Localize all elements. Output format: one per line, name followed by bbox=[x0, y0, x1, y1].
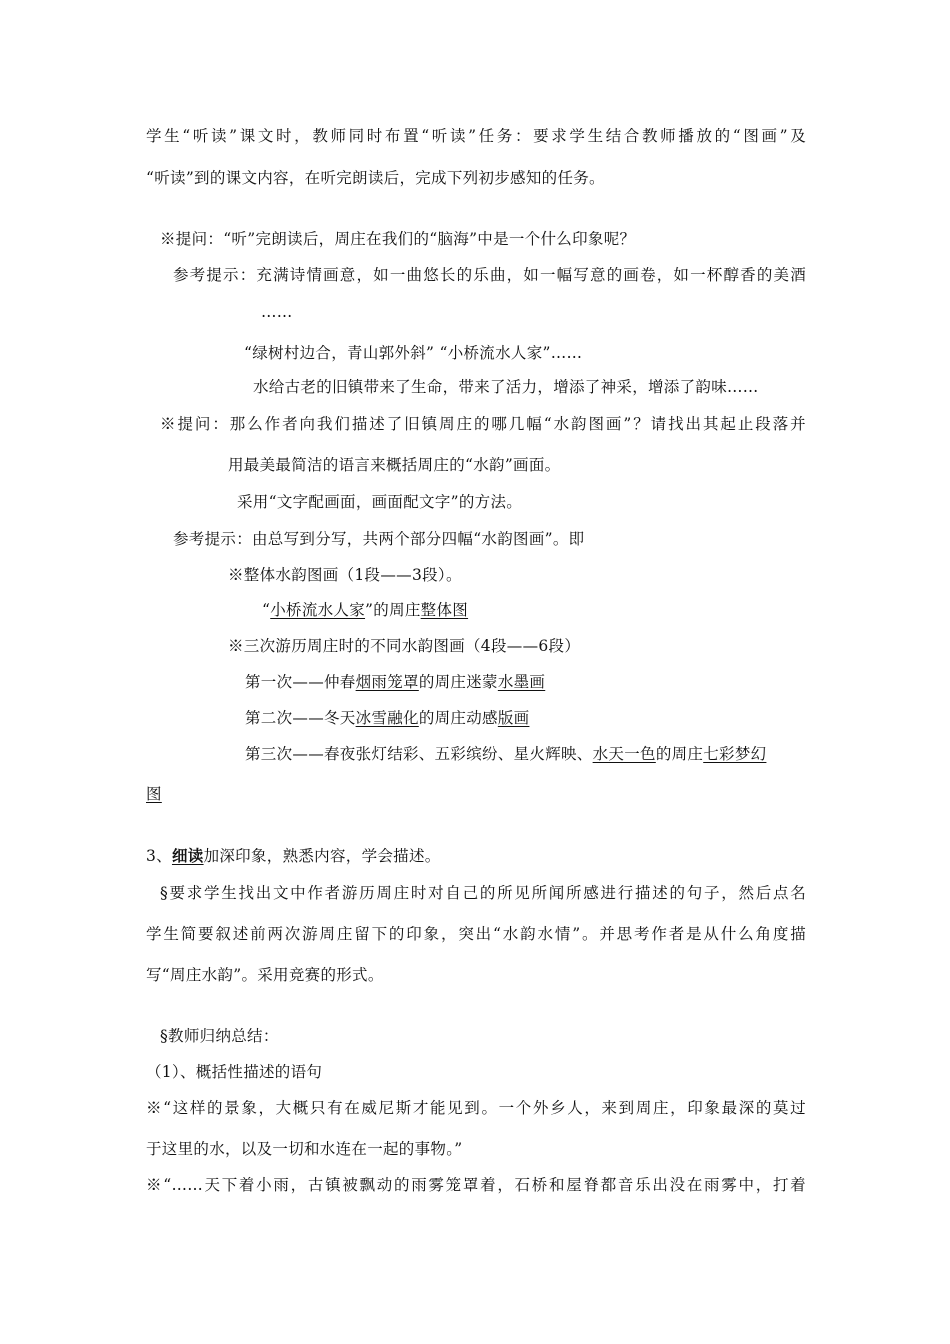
second-visit: 第二次——冬天冰雪融化的周庄动感版画 bbox=[245, 709, 530, 727]
teacher-summary: §教师归纳总结： bbox=[160, 1027, 279, 1045]
quote-2-line-1: ※“……天下着小雨，古镇被飘动的雨雾笼罩着，石桥和屋脊都音乐出没在雨雾中，打着 bbox=[146, 1176, 806, 1194]
hint-2: 参考提示：由总写到分写，共两个部分四幅“水韵图画”。即 bbox=[173, 530, 585, 548]
method-text: 采用“文字配画面，画面配文字”的方法。 bbox=[237, 493, 523, 511]
quote-1-line-2: 于这里的水，以及一切和水连在一起的事物。” bbox=[146, 1140, 463, 1158]
section-3-para-line-3: 写“周庄水韵”。采用竞赛的形式。 bbox=[146, 966, 384, 984]
section-3-para-line-2: 学生简要叙述前两次游周庄留下的印象，突出“水韵水情”。并思考作者是从什么角度描 bbox=[146, 925, 806, 943]
poem-quote: “绿树村边合，青山郭外斜” “小桥流水人家”…… bbox=[244, 344, 583, 362]
question-2-line-2: 用最美最简洁的语言来概括周庄的“水韵”画面。 bbox=[228, 456, 561, 474]
overall-picture: ※整体水韵图画（1段——3段）。 bbox=[228, 566, 462, 584]
section-3-para-line-1: §要求学生找出文中作者游历周庄时对自己的所见所闻所感进行描述的句子，然后点名 bbox=[160, 884, 806, 902]
question-1: ※提问：“听”完朗读后，周庄在我们的“脑海”中是一个什么印象呢？ bbox=[160, 230, 636, 248]
water-sentence: 水给古老的旧镇带来了生命，带来了活力，增添了神采，增添了韵味…… bbox=[253, 378, 759, 396]
three-visits-picture: ※三次游历周庄时的不同水韵图画（4段——6段） bbox=[228, 637, 581, 655]
third-visit: 第三次——春夜张灯结彩、五彩缤纷、星火辉映、水天一色的周庄七彩梦幻 bbox=[245, 745, 767, 763]
subheading-1: （1）、概括性描述的语句 bbox=[146, 1063, 323, 1081]
hint-1: 参考提示：充满诗情画意，如一曲悠长的乐曲，如一幅写意的画卷，如一杯醇香的美酒 bbox=[173, 266, 806, 284]
section-3-heading: 3、细读加深印象，熟悉内容，学会描述。 bbox=[146, 846, 441, 865]
first-visit: 第一次——仲春烟雨笼罩的周庄迷蒙水墨画 bbox=[245, 673, 546, 691]
hint-1-ellipsis: …… bbox=[261, 303, 293, 321]
overall-picture-detail: “小桥流水人家”的周庄整体图 bbox=[262, 601, 469, 619]
question-2-line-1: ※提问：那么作者向我们描述了旧镇周庄的哪几幅“水韵图画”？请找出其起止段落并 bbox=[160, 415, 806, 433]
intro-line-2: “听读”到的课文内容，在听完朗读后，完成下列初步感知的任务。 bbox=[146, 169, 605, 187]
third-visit-wrap: 图 bbox=[146, 785, 162, 803]
quote-1-line-1: ※“这样的景象，大概只有在威尼斯才能见到。一个外乡人，来到周庄，印象最深的莫过 bbox=[146, 1099, 806, 1117]
intro-line-1: 学生“听读”课文时，教师同时布置“听读”任务：要求学生结合教师播放的“图画”及 bbox=[146, 127, 806, 145]
